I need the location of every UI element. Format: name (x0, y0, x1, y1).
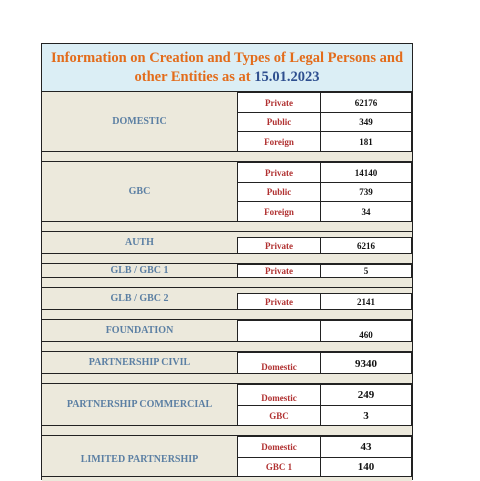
category-label: LIMITED PARTNERSHIP (80, 453, 199, 465)
category-label: PARTNERSHIP CIVIL (88, 357, 191, 368)
entity-count: 5 (320, 264, 412, 278)
entity-count: 739 (320, 182, 412, 202)
title-date: 15.01.2023 (254, 69, 320, 85)
category-label: GLB / GBC 2 (110, 293, 169, 304)
row-separator (42, 253, 412, 264)
category-label: GBC (128, 186, 151, 197)
entity-count: 349 (320, 112, 412, 132)
row-separator (42, 277, 412, 288)
entity-count: 140 (320, 457, 412, 477)
entity-count: 6216 (320, 237, 412, 254)
legal-persons-table (41, 43, 413, 480)
row-separator (42, 151, 412, 162)
entity-count: 460 (320, 320, 412, 342)
category-label: PARTNERSHIP COMMERCIAL (66, 399, 213, 410)
category-label: AUTH (125, 237, 154, 248)
entity-type: Private (237, 92, 321, 113)
entity-type: GBC 1 (237, 457, 321, 477)
entity-type: Domestic (237, 384, 321, 406)
entity-count: 14140 (320, 162, 412, 183)
title-line-1: Information on Creation and Types of Legal Persons and (50, 50, 404, 66)
title-line-2: other Entities as at (134, 69, 255, 85)
entity-type: Private (237, 162, 321, 183)
entity-count: 43 (320, 436, 412, 458)
row-separator (42, 221, 412, 232)
entity-count: 181 (320, 131, 412, 152)
category-label: FOUNDATION (105, 325, 174, 336)
entity-count: 3 (320, 405, 412, 426)
entity-type: GBC (237, 405, 321, 426)
entity-type: Public (237, 182, 321, 202)
entity-type: Private (237, 264, 321, 278)
entity-type: Domestic (237, 352, 321, 374)
entity-type (237, 320, 321, 342)
category-label: GLB / GBC 1 (110, 265, 169, 276)
entity-type: Private (237, 293, 321, 310)
row-separator (42, 309, 412, 320)
row-separator (42, 373, 412, 384)
entity-type: Foreign (237, 131, 321, 152)
entity-count: 62176 (320, 92, 412, 113)
entity-count: 249 (320, 384, 412, 406)
entity-count: 9340 (320, 352, 412, 374)
category-label: DOMESTIC (112, 116, 167, 127)
entity-count: 2141 (320, 293, 412, 310)
entity-type: Foreign (237, 201, 321, 222)
row-separator (42, 425, 412, 436)
entity-type: Domestic (237, 436, 321, 458)
entity-type: Private (237, 237, 321, 254)
entity-type: Public (237, 112, 321, 132)
row-separator (42, 341, 412, 352)
table-title (42, 44, 412, 92)
entity-count: 34 (320, 201, 412, 222)
